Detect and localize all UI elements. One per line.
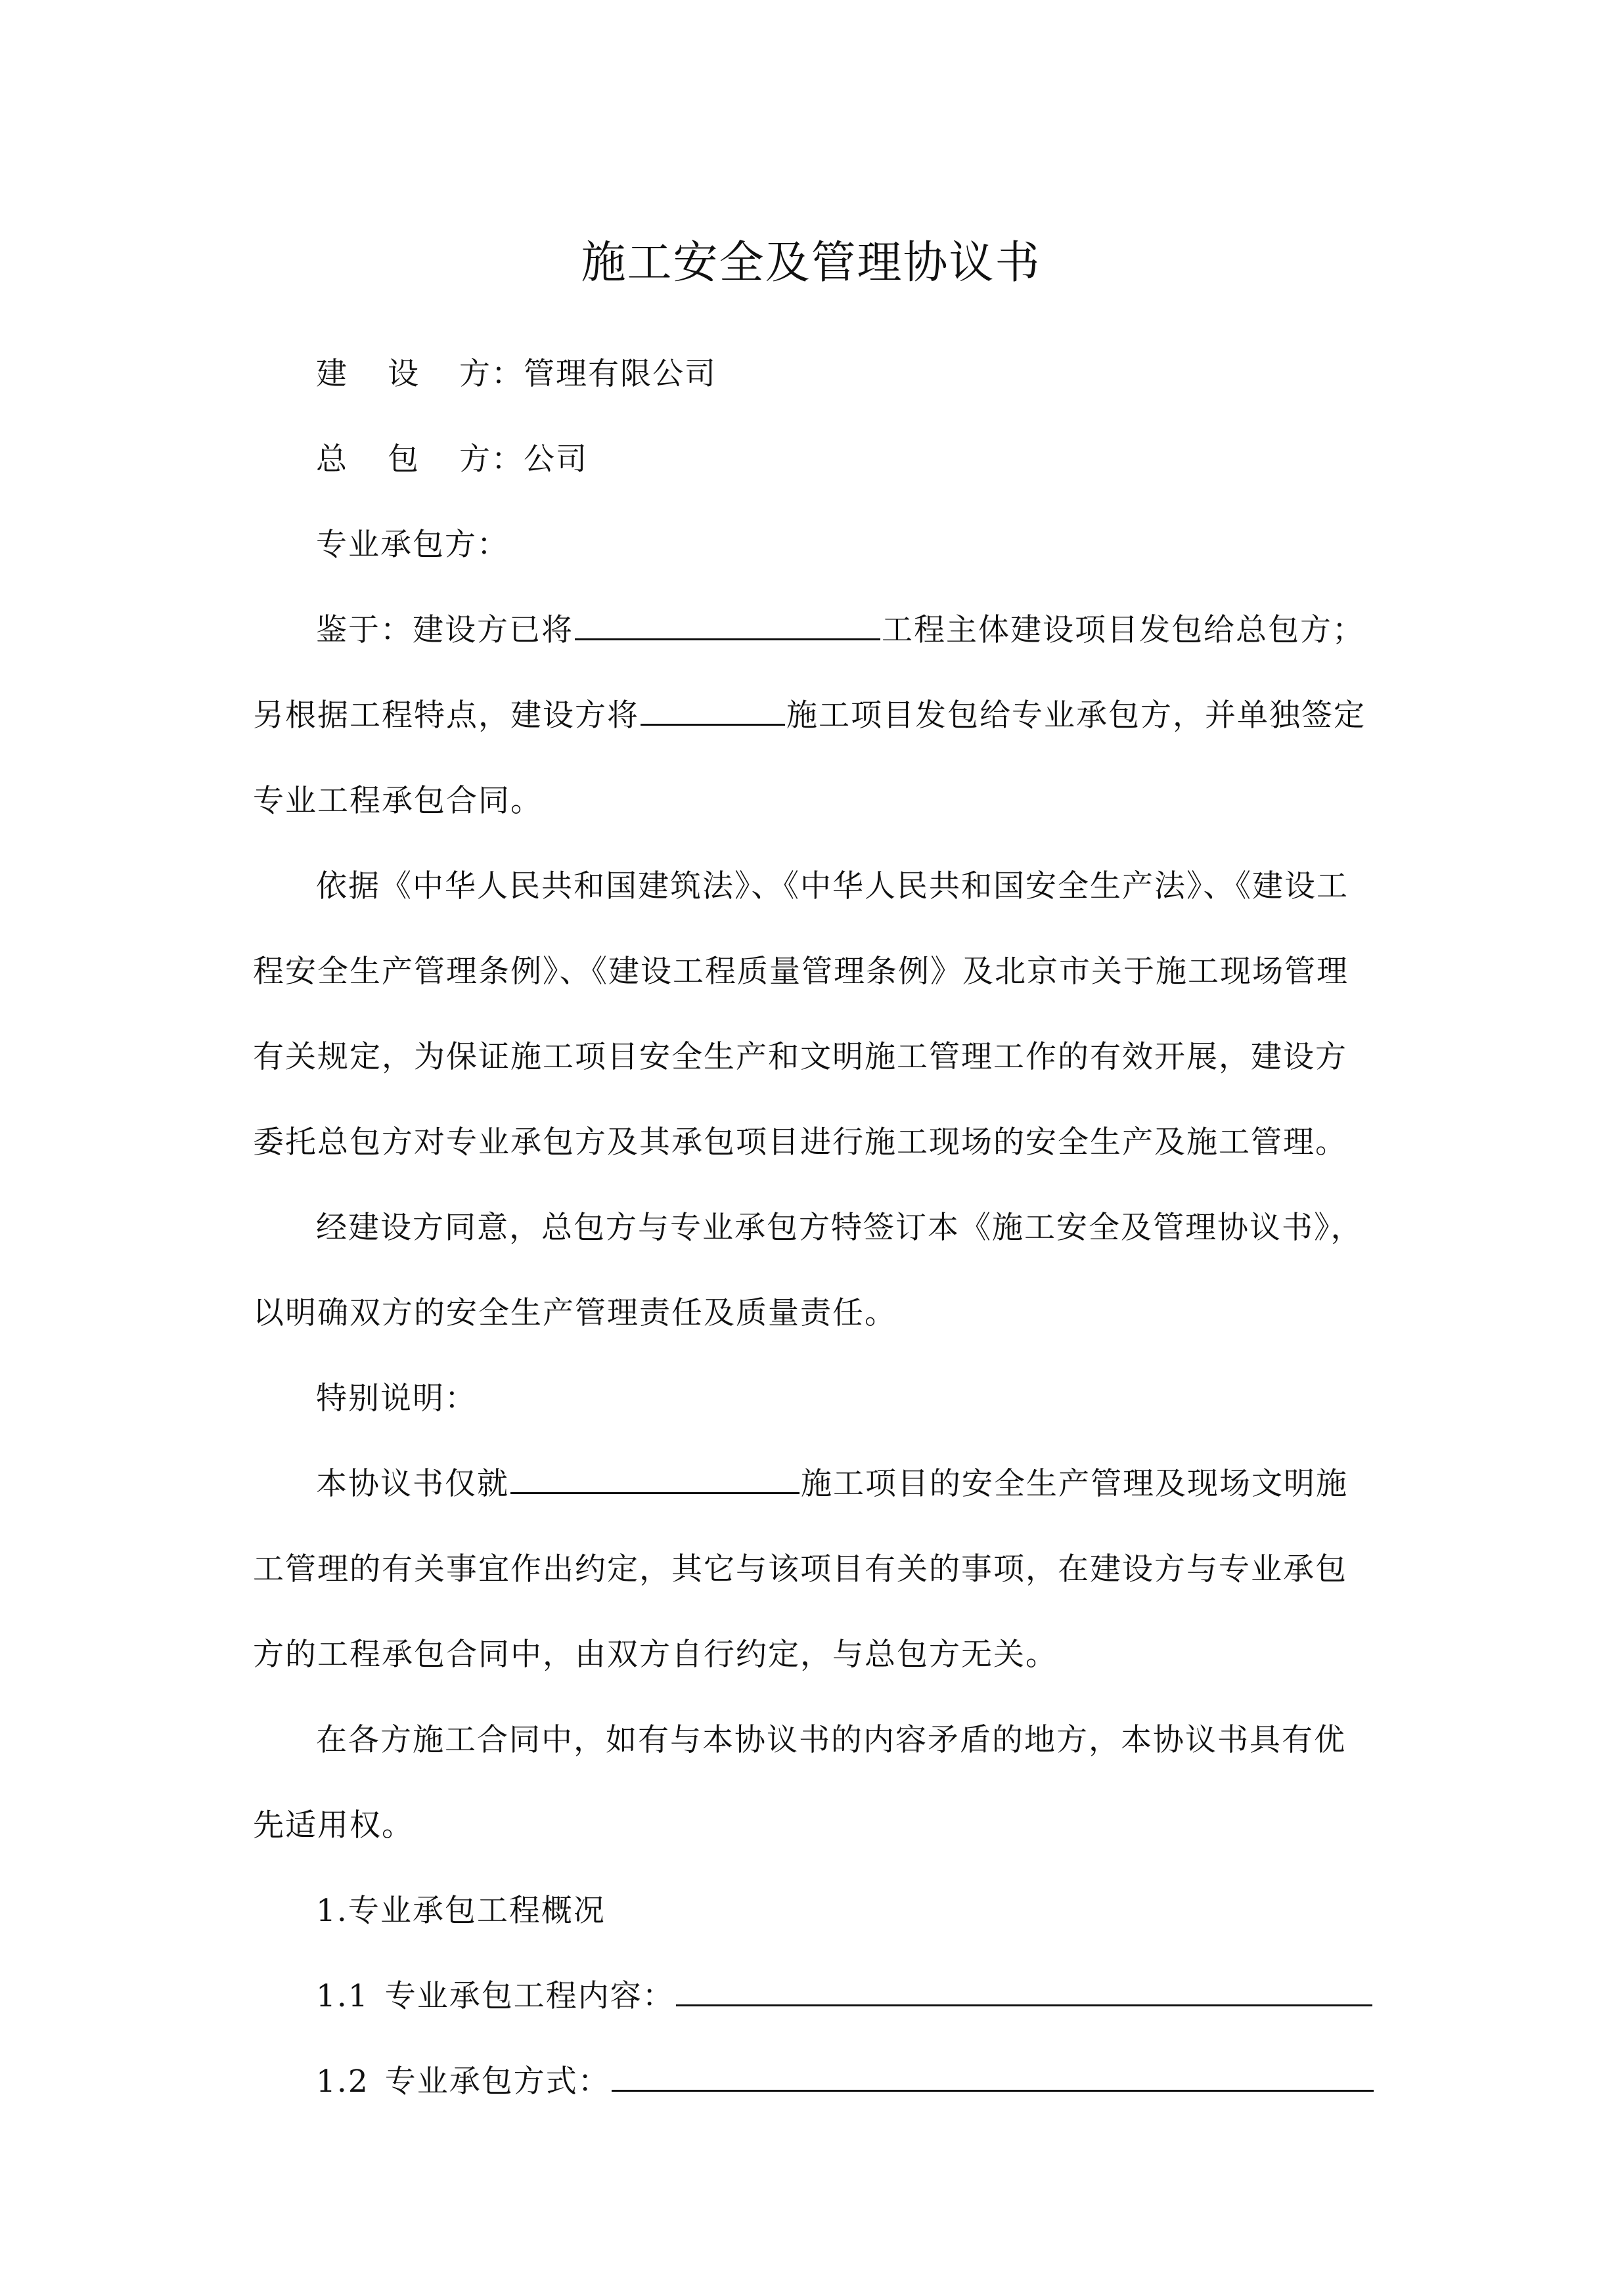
document-body bbox=[253, 332, 1383, 2125]
item-1-2-label: 专业承包方式： bbox=[384, 2064, 610, 2100]
basis-line-2 bbox=[253, 929, 1383, 1015]
general-label-char-2: 包 bbox=[388, 441, 420, 477]
scope-text-1a: 本协议书仅就 bbox=[316, 1466, 509, 1502]
general-label-char-3: 方： bbox=[459, 441, 524, 477]
subproject-name-blank[interactable] bbox=[641, 690, 785, 726]
whereas-text-2b: 施工项目发包给专业承包方，并单独签定 bbox=[786, 697, 1366, 734]
priority-line-2 bbox=[253, 1783, 1383, 1868]
basis-text-3: 有关规定，为保证施工项目安全生产和文明施工管理工作的有效开展，建设方 bbox=[253, 1039, 1347, 1075]
whereas-line-1 bbox=[253, 588, 1383, 673]
whereas-text-2a: 另根据工程特点，建设方将 bbox=[253, 697, 639, 734]
scope-text-2: 工管理的有关事宜作出约定，其它与该项目有关的事项，在建设方与专业承包 bbox=[253, 1551, 1347, 1587]
general-contractor-line bbox=[253, 417, 1383, 502]
item-1-1-number: 1.1 bbox=[316, 1978, 369, 2014]
whereas-line-3 bbox=[253, 759, 1383, 844]
scope-text-1b: 施工项目的安全生产管理及现场文明施 bbox=[801, 1466, 1348, 1502]
priority-text-1: 在各方施工合同中，如有与本协议书的内容矛盾的地方，本协议书具有优 bbox=[316, 1722, 1346, 1758]
section-1-heading-text: 1.专业承包工程概况 bbox=[316, 1893, 606, 1929]
whereas-text-3: 专业工程承包合同。 bbox=[253, 783, 543, 819]
scope-line-2 bbox=[253, 1527, 1383, 1612]
basis-line-1 bbox=[253, 844, 1383, 929]
general-label-char-1: 总 bbox=[316, 441, 348, 477]
special-note-label: 特别说明： bbox=[316, 1380, 477, 1417]
scope-line-1 bbox=[253, 1442, 1383, 1527]
basis-text-2: 程安全生产管理条例》、《建设工程质量管理条例》及北京市关于施工现场管理 bbox=[253, 954, 1349, 990]
basis-line-3 bbox=[253, 1015, 1383, 1100]
scope-text-3: 方的工程承包合同中，由双方自行约定，与总包方无关。 bbox=[253, 1637, 1058, 1673]
specialist-work-content-blank[interactable] bbox=[676, 1970, 1372, 2006]
priority-line-1 bbox=[253, 1698, 1383, 1783]
general-value: 公司 bbox=[524, 441, 588, 477]
item-1-1-line bbox=[253, 1954, 1383, 2039]
agreement-line-2 bbox=[253, 1271, 1383, 1356]
whereas-line-2 bbox=[253, 673, 1383, 759]
section-1-heading bbox=[253, 1868, 1383, 1954]
owner-party-line bbox=[253, 332, 1383, 417]
scope-project-blank[interactable] bbox=[510, 1458, 800, 1494]
basis-line-4 bbox=[253, 1100, 1383, 1185]
item-1-2-number: 1.2 bbox=[316, 2064, 369, 2100]
owner-label-char-1: 建 bbox=[316, 356, 348, 392]
basis-text-4: 委托总包方对专业承包方及其承包项目进行施工现场的安全生产及施工管理。 bbox=[253, 1124, 1347, 1160]
owner-label-char-3: 方： bbox=[459, 356, 524, 392]
specialist-contractor-line bbox=[253, 502, 1383, 588]
specialist-label: 专业承包方： bbox=[316, 527, 509, 563]
basis-text-1: 依据《中华人民共和国建筑法》、《中华人民共和国安全生产法》、《建设工 bbox=[316, 868, 1349, 904]
special-note-line bbox=[253, 1356, 1383, 1442]
agreement-text-1: 经建设方同意，总包方与专业承包方特签订本《施工安全及管理协议书》， bbox=[316, 1210, 1363, 1246]
project-name-blank[interactable] bbox=[575, 604, 880, 640]
priority-text-2: 先适用权。 bbox=[253, 1807, 414, 1843]
agreement-line-1 bbox=[253, 1185, 1383, 1271]
whereas-text-1b: 工程主体建设项目发包给总包方； bbox=[882, 612, 1364, 648]
item-1-1-label: 专业承包工程内容： bbox=[384, 1978, 675, 2014]
owner-value: 管理有限公司 bbox=[524, 356, 717, 392]
owner-label-char-2: 设 bbox=[388, 356, 420, 392]
specialist-contract-method-blank[interactable] bbox=[612, 2056, 1374, 2092]
item-1-2-line bbox=[253, 2039, 1383, 2125]
document-title: 施工安全及管理协议书 bbox=[581, 236, 1041, 289]
scope-line-3 bbox=[253, 1612, 1383, 1698]
agreement-text-2: 以明确双方的安全生产管理责任及质量责任。 bbox=[253, 1295, 897, 1331]
whereas-text-1a: 鉴于：建设方已将 bbox=[316, 612, 574, 648]
